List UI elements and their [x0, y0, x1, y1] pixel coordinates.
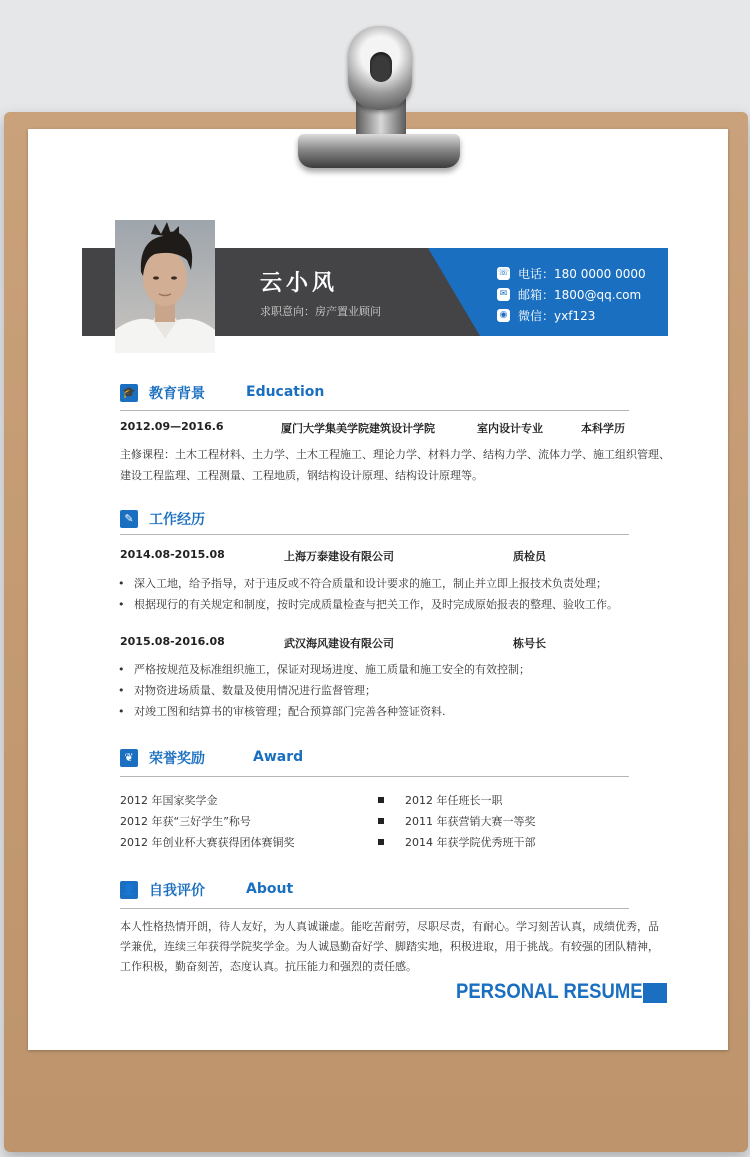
about-title-en: About: [246, 881, 294, 897]
about-line: 学兼优，连续三年获得学院奖学金。为人诚恳勤奋好学、脚踏实地，积极进取，用于挑战。有较强的团队精神，: [120, 940, 659, 953]
education-period: 2012.09—2016.6: [120, 420, 224, 433]
education-degree: 本科学历: [581, 422, 625, 435]
education-heading: [120, 383, 205, 403]
work-title-cn: 工作经历: [149, 512, 205, 528]
work-heading: [120, 509, 205, 529]
job2-item: • 对竣工图和结算书的审核管理；配合预算部门完善各种签证资料.: [118, 703, 446, 719]
job2-period: 2015.08-2016.08: [120, 635, 225, 648]
candidate-name: 云小风: [260, 271, 339, 296]
contact-phone: [497, 265, 646, 282]
job1-item: • 根据现行的有关规定和制度，按时完成质量检查与把关工作，及时完成原始报表的整理、验收工作。: [118, 596, 618, 612]
award-left-item: 2012 年获“三好学生”称号: [120, 815, 251, 828]
graduation-cap-icon: 🎓: [120, 384, 138, 402]
binder-clip-hole: [370, 52, 392, 82]
education-divider: [120, 410, 629, 411]
education-title-cn: 教育背景: [149, 386, 205, 402]
job1-role: 质检员: [513, 550, 546, 563]
about-line: 本人性格热情开朗，待人友好，为人真诚谦虚。能吃苦耐劳，尽职尽责，有耐心。学习刻苦认真，成绩优秀，品: [120, 920, 659, 933]
job1-period: 2014.08-2015.08: [120, 548, 225, 561]
award-heading: [120, 748, 205, 768]
award-title-en: Award: [253, 749, 304, 765]
leaf-icon: ❦: [120, 749, 138, 767]
award-right-item: 2011 年获营销大赛一等奖: [405, 815, 536, 828]
award-divider: [120, 776, 629, 777]
phone-icon: ☏: [497, 268, 510, 278]
square-bullet-icon: [378, 818, 384, 824]
about-divider: [120, 908, 629, 909]
email-text: 邮箱：1800@qq.com: [518, 288, 642, 302]
wechat-text: 微信：yxf123: [518, 309, 596, 323]
square-bullet-icon: [378, 839, 384, 845]
contact-wechat: [497, 307, 595, 324]
award-right-item: 2014 年获学院优秀班干部: [405, 836, 536, 849]
job2-role: 栋号长: [513, 637, 546, 650]
job2-company: 武汉海风建设有限公司: [284, 637, 394, 650]
education-title-en: Education: [246, 384, 325, 400]
education-school: 厦门大学集美学院建筑设计学院: [281, 422, 435, 435]
about-title-cn: 自我评价: [149, 883, 205, 899]
education-courses-line1: 主修课程：土木工程材料、土力学、土木工程施工、理论力学、材料力学、结构力学、流体力学、施工组织管理、: [120, 448, 670, 461]
job2-item: • 对物资进场质量、数量及使用情况进行监督管理；: [118, 682, 376, 698]
job2-item: • 严格按规范及标准组织施工，保证对现场进度、施工质量和施工安全的有效控制；: [118, 661, 530, 677]
job1-item: • 深入工地，给予指导，对于违反或不符合质量和设计要求的施工，制止并立即上报技术负责处理；: [118, 575, 607, 591]
award-right-item: 2012 年任班长一职: [405, 794, 503, 807]
square-bullet-icon: [378, 797, 384, 803]
person-icon: 👤: [120, 881, 138, 899]
job1-company: 上海万泰建设有限公司: [284, 550, 394, 563]
binder-clip-icon: [298, 134, 460, 168]
mail-icon: ✉: [497, 288, 510, 301]
job-intent: 求职意向：房产置业顾问: [260, 305, 381, 318]
profile-photo: [115, 220, 215, 353]
phone-text: 电话：180 0000 0000: [518, 267, 646, 281]
award-title-cn: 荣誉奖励: [149, 751, 205, 767]
briefcase-icon: ✎: [120, 510, 138, 528]
award-left-item: 2012 年国家奖学金: [120, 794, 218, 807]
about-line: 工作积极，勤奋刻苦，态度认真。抗压能力和强烈的责任感。: [120, 960, 417, 973]
footer-square: [643, 983, 667, 1003]
about-heading: [120, 880, 205, 900]
wechat-icon: ◉: [497, 309, 510, 322]
education-courses-line2: 建设工程监理、工程测量、工程地质，钢结构设计原理、结构设计原理等。: [120, 469, 483, 482]
education-major: 室内设计专业: [477, 422, 543, 435]
footer-title: PERSONAL RESUME: [456, 980, 643, 1003]
work-divider: [120, 534, 629, 535]
contact-email: [497, 286, 641, 303]
award-left-item: 2012 年创业杯大赛获得团体赛铜奖: [120, 836, 295, 849]
